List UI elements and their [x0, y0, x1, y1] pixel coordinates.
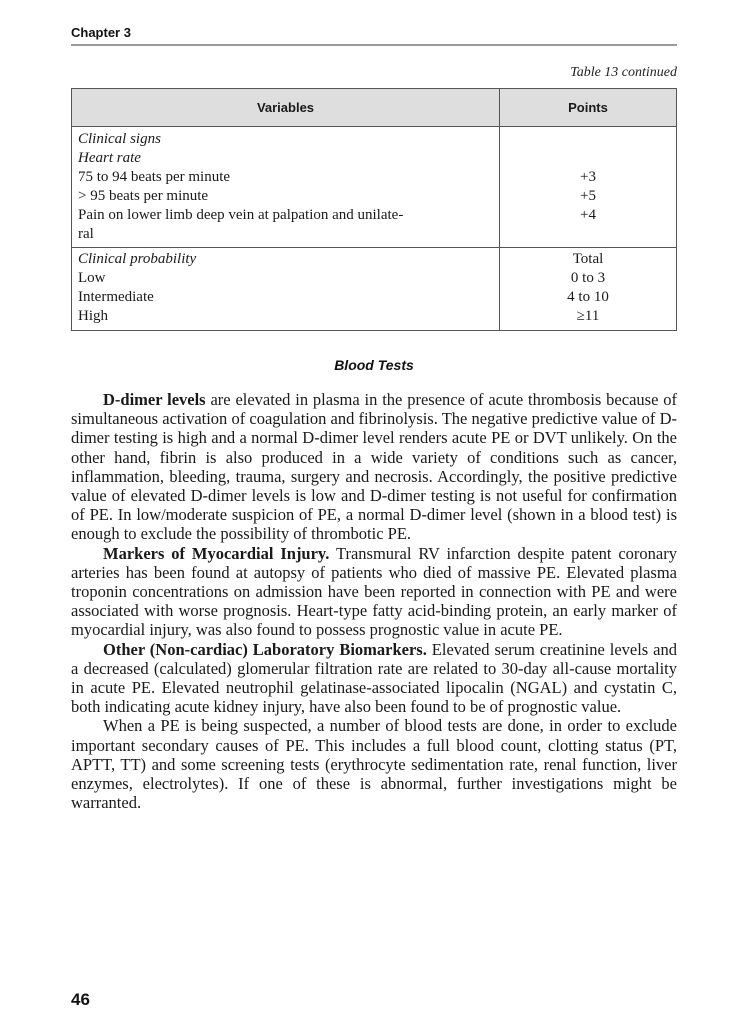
variable-line: High — [78, 308, 108, 324]
column-header-variables: Variables — [72, 89, 500, 127]
variable-subgroup-label: Heart rate — [78, 150, 141, 166]
paragraph-lead: Markers of Myocardial Injury. — [103, 543, 330, 563]
paragraph-text: are elevated in plasma in the presence of acute thrombosis because of simultaneous activation of coagulation and fibrinolysis. The negative predictive value of D-dimer testing is high and a normal D-dimer level renders acute PE or DVT unlikely. On the other hand, fibrin is also produced in a wide variety of conditions such as cancer, inflammation, bleeding, trauma, surgery and necrosis. Accordingly, the positive predictive value of elevated D-dimer levels is low and D-dimer testing is not useful for confirmation of PE. In low/moderate suspicion of PE, a normal D-dimer level (shown in a blood test) is enough to exclude the possibility of thrombotic PE. — [71, 390, 677, 544]
variable-line: Low — [78, 270, 106, 286]
paragraph-text: Elevated serum creatinine levels and a decreased (calculated) glomerular filtration rate are related to 30-day all-cause mortality in acute PE. Elevated neutrophil gelatinase-associated lipocalin (NGAL) and cystatin C, both indicating acute kidney injury, have also been found to be of prognostic value. — [71, 639, 677, 717]
table-header-row — [72, 89, 677, 127]
points-value: ≥11 — [576, 308, 600, 324]
points-value: 0 to 3 — [570, 270, 606, 286]
table-caption: Table 13 continued — [570, 65, 677, 80]
paragraph — [71, 716, 677, 812]
variables-cell — [72, 127, 500, 248]
points-cell — [500, 248, 677, 331]
table-row — [72, 248, 677, 331]
variable-line: Pain on lower limb deep vein at palpation and unilate- — [78, 207, 404, 223]
page-number: 46 — [71, 990, 90, 1009]
points-value: +5 — [580, 188, 596, 204]
variable-line: Intermediate — [78, 289, 154, 305]
variable-group-label: Clinical signs — [78, 131, 161, 147]
column-header-points: Points — [500, 89, 677, 127]
paragraph — [71, 640, 677, 717]
points-value: Total — [572, 251, 604, 267]
paragraph-lead: D-dimer levels — [103, 390, 206, 409]
variable-line: 75 to 94 beats per minute — [78, 169, 231, 185]
points-value: +4 — [580, 207, 596, 223]
paragraph — [71, 544, 677, 640]
variables-cell — [72, 248, 500, 331]
variable-line: ral — [78, 226, 94, 242]
points-cell — [500, 127, 677, 248]
points-spacer — [506, 130, 670, 168]
score-table — [71, 88, 677, 331]
header-rule — [71, 44, 677, 46]
section-title: Blood Tests — [334, 357, 414, 373]
paragraph-lead: Other (Non-cardiac) Laboratory Biomarkers. — [103, 639, 427, 659]
points-value: +3 — [580, 169, 596, 185]
points-value: 4 to 10 — [567, 289, 609, 305]
chapter-heading: Chapter 3 — [71, 25, 131, 40]
table-row — [72, 127, 677, 248]
paragraph-text: When a PE is being suspected, a number of blood tests are done, in order to exclude important secondary causes of PE. This includes a full blood count, clotting status (PT, APTT, TT) and some screening tests (erythrocyte sedimentation rate, renal function, liver enzymes, electrolytes). If one of these is abnormal, further investigations might be warranted. — [71, 716, 677, 813]
variable-line: > 95 beats per minute — [78, 188, 209, 204]
paragraph-text: Transmural RV infarction despite patent coronary arteries has been found at autopsy of patients who died of massive PE. Elevated plasma troponin concentrations on admission have been reported in connection with PE and were associated with worse prognosis. Heart-type fatty acid-binding protein, an early marker of myocardial injury, was also found to possess prognostic value in acute PE. — [71, 543, 677, 640]
body-text — [71, 390, 677, 812]
paragraph — [71, 390, 677, 544]
variable-group-label: Clinical probability — [78, 251, 197, 267]
